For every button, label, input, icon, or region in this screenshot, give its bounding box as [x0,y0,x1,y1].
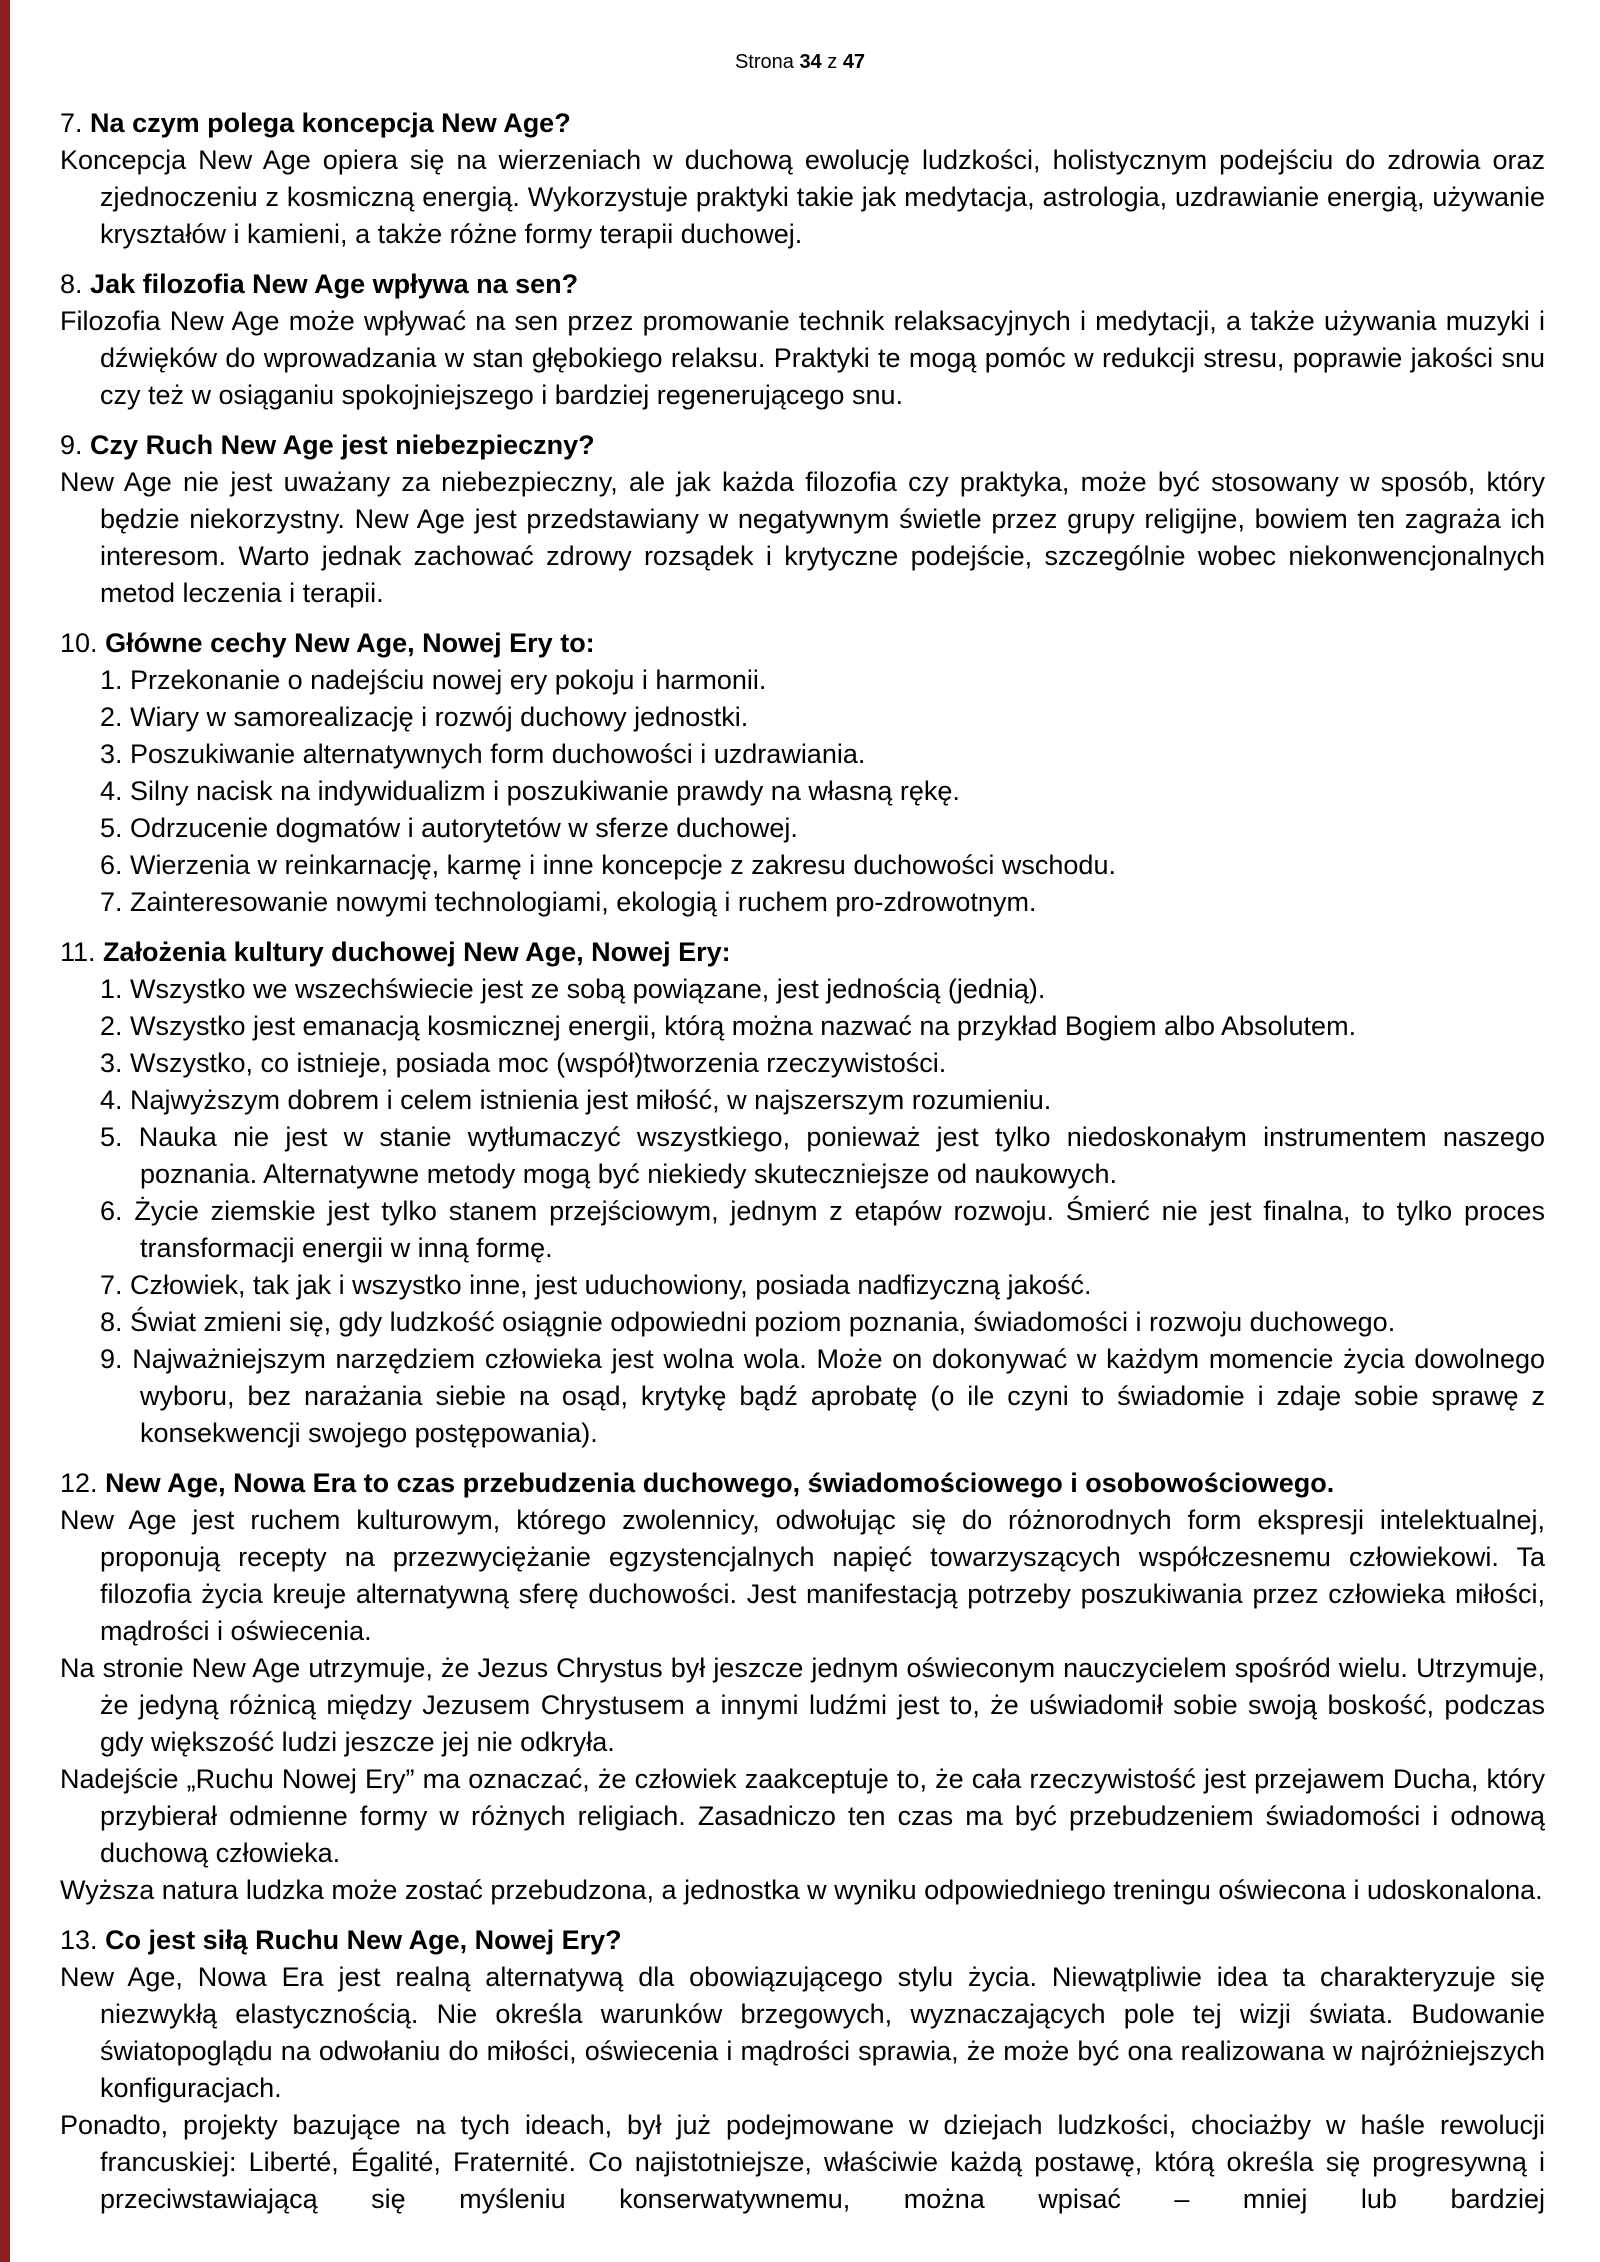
list-item: 6. Wierzenia w reinkarnację, karmę i inne koncepcje z zakresu duchowości wschodu. [100,850,1116,880]
section-11 [60,934,1545,1452]
list-item: 4. Najwyższym dobrem i celem istnienia jest miłość, w najszerszym rozumieniu. [100,1085,1052,1115]
paragraph: New Age jest ruchem kulturowym, którego zwolennicy, odwołując się do różnorodnych form ekspresji intelektualnej, proponują recepty na przezwyciężanie egzystencjalnych napięć towarzyszących współczesnemu człowiekowi. Ta filozofia życia kreuje alternatywną sferę duchowości. Jest manifestacją potrzeby poszukiwania przez człowieka miłości, mądrości i oświecenia. [60,1505,1545,1646]
section-number: 8. [60,269,83,299]
list-item: 7. Człowiek, tak jak i wszystko inne, jest uduchowiony, posiada nadfizyczną jakość. [100,1270,1092,1300]
list-item: 2. Wszystko jest emanacją kosmicznej energii, którą można nazwać na przykład Bogiem albo Absolutem. [100,1011,1357,1041]
list-item: 7. Zainteresowanie nowymi technologiami, ekologią i ruchem pro-zdrowotnym. [100,887,1037,917]
section-heading [60,105,1545,142]
section-paragraphs [60,303,1545,414]
section-title: Na czym polega koncepcja New Age? [90,108,571,138]
paragraph: Na stronie New Age utrzymuje, że Jezus Chrystus był jeszcze jednym oświeconym nauczycielem spośród wielu. Utrzymuje, że jedyną różnicą między Jezusem Chrystusem a innymi ludźmi jest to, że uświadomił sobie swoją boskość, podczas gdy większość ludzi jeszcze jej nie odkryła. [60,1653,1545,1757]
section-title: Co jest siłą Ruchu New Age, Nowej Ery? [105,1925,622,1955]
list-item: 6. Życie ziemskie jest tylko stanem przejściowym, jednym z etapów rozwoju. Śmierć nie jest finalna, to tylko proces transformacji energii w inną formę. [100,1196,1545,1263]
list-item: 5. Nauka nie jest w stanie wytłumaczyć wszystkiego, ponieważ jest tylko niedoskonałym instrumentem naszego poznania. Alternatywne metody mogą być niekiedy skuteczniejsze od naukowych. [100,1122,1545,1189]
section-title: Jak filozofia New Age wpływa na sen? [90,269,579,299]
section-heading [60,1465,1545,1502]
section-heading [60,1922,1545,1959]
section-12 [60,1465,1545,1909]
section-number: 13. [60,1925,98,1955]
list-item: 8. Świat zmieni się, gdy ludzkość osiągnie odpowiedni poziom poznania, świadomości i rozwoju duchowego. [100,1307,1396,1337]
paragraph: Nadejście „Ruchu Nowej Ery” ma oznaczać, że człowiek zaakceptuje to, że cała rzeczywistość jest przejawem Ducha, który przybierał odmienne formy w różnych religiach. Zasadniczo ten czas ma być przebudzeniem świadomości i odnową duchową człowieka. [60,1764,1545,1868]
document-body [0,74,1600,2218]
numbered-list [60,971,1545,1452]
section-10 [60,625,1545,921]
paragraph: New Age nie jest uważany za niebezpieczny, ale jak każda filozofia czy praktyka, może być stosowany w sposób, który będzie niekorzystny. New Age jest przedstawiany w negatywnym świetle przez grupy religijne, bowiem ten zagraża ich interesom. Warto jednak zachować zdrowy rozsądek i krytyczne podejście, szczególnie wobec niekonwencjonalnych metod leczenia i terapii. [60,467,1545,608]
section-title: Czy Ruch New Age jest niebezpieczny? [90,430,595,460]
section-7 [60,105,1545,253]
list-item: 9. Najważniejszym narzędziem człowieka jest wolna wola. Może on dokonywać w każdym momencie życia dowolnego wyboru, bez narażania siebie na osąd, krytykę bądź aprobatę (o ile czyni to świadomie i zdaje sobie sprawę z konsekwencji swojego postępowania). [100,1344,1545,1448]
list-item: 1. Wszystko we wszechświecie jest ze sobą powiązane, jest jednością (jednią). [100,974,1046,1004]
section-number: 11. [60,937,96,967]
page-number-header [0,0,1600,74]
paragraph: New Age, Nowa Era jest realną alternatywą dla obowiązującego stylu życia. Niewątpliwie idea ta charakteryzuje się niezwykłą elastycznością. Nie określa warunków brzegowych, wyznaczających pole tej wizji świata. Budowanie światopoglądu na odwołaniu do miłości, oświecenia i mądrości sprawia, że może być ona realizowana w najróżniejszych konfiguracjach. [60,1962,1545,2103]
list-item: 3. Wszystko, co istnieje, posiada moc (współ)tworzenia rzeczywistości. [100,1048,947,1078]
paragraph: Koncepcja New Age opiera się na wierzeniach w duchową ewolucję ludzkości, holistycznym podejściu do zdrowia oraz zjednoczeniu z kosmiczną energią. Wykorzystuje praktyki takie jak medytacja, astrologia, uzdrawianie energią, używanie kryształów i kamieni, a także różne formy terapii duchowej. [60,145,1545,249]
paragraph: Ponadto, projekty bazujące na tych ideach, był już podejmowane w dziejach ludzkości, chociażby w haśle rewolucji francuskiej: Liberté, Égalité, Fraternité. Co najistotniejsze, właściwie każdą postawę, którą określa się progresywną i przeciwstawiającą się myśleniu konserwatywnemu, można wpisać – mniej lub bardziej [60,2110,1545,2214]
section-heading [60,934,1545,971]
paragraph: Filozofia New Age może wpływać na sen przez promowanie technik relaksacyjnych i medytacji, a także używania muzyki i dźwięków do wprowadzania w stan głębokiego relaksu. Praktyki te mogą pomóc w redukcji stresu, poprawie jakości snu czy też w osiąganiu spokojniejszego i bardziej regenerującego snu. [60,306,1545,410]
paragraph: Wyższa natura ludzka może zostać przebudzona, a jednostka w wyniku odpowiedniego treningu oświecona i udoskonalona. [60,1875,1543,1905]
section-heading [60,266,1545,303]
section-9 [60,427,1545,612]
section-title: New Age, Nowa Era to czas przebudzenia duchowego, świadomościowego i osobowościowego. [105,1468,1335,1498]
section-paragraphs [60,1502,1545,1909]
numbered-list [60,662,1545,921]
page-header-label: Strona [734,51,794,73]
list-item: 4. Silny nacisk na indywidualizm i poszukiwanie prawdy na własną rękę. [100,776,960,806]
section-13 [60,1922,1545,2218]
list-item: 2. Wiary w samorealizację i rozwój duchowy jednostki. [100,702,749,732]
section-number: 9. [60,430,83,460]
page-current-number: 34 [799,51,822,73]
section-heading [60,427,1545,464]
section-title: Główne cechy New Age, Nowej Ery to: [105,628,595,658]
section-title: Założenia kultury duchowej New Age, Nowej Ery: [103,937,731,967]
list-item: 1. Przekonanie o nadejściu nowej ery pokoju i harmonii. [100,665,767,695]
list-item: 5. Odrzucenie dogmatów i autorytetów w sferze duchowej. [100,813,798,843]
section-heading [60,625,1545,662]
section-paragraphs [60,142,1545,253]
section-8 [60,266,1545,414]
list-item: 3. Poszukiwanie alternatywnych form duchowości i uzdrawiania. [100,739,866,769]
section-number: 10. [60,628,98,658]
revision-bar [0,0,10,2262]
page-header-separator: z [827,51,838,73]
page-total-number: 47 [842,51,866,73]
section-paragraphs [60,1959,1545,2218]
section-paragraphs [60,464,1545,612]
section-number: 12. [60,1468,98,1498]
section-number: 7. [60,108,83,138]
